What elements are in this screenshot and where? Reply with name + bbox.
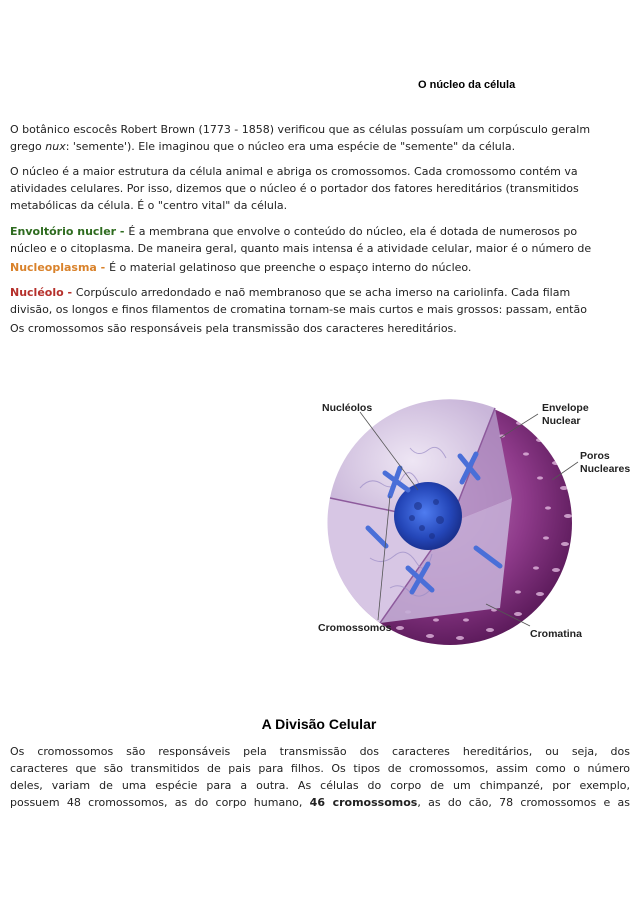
text-line: Os cromossomos são responsáveis pela transmissão dos caracteres hereditários, ou seja, dos: [10, 745, 630, 758]
label-cromossomos: Cromossomos: [318, 622, 392, 634]
term-nucleoplasma: Nucleoplasma -: [10, 261, 110, 274]
label-nucleolos: Nucléolos: [322, 402, 373, 414]
page-title: O núcleo da célula: [418, 79, 516, 91]
text-line: metabólicas da célula. É o "centro vital" da célula.: [10, 199, 288, 212]
text-span: É a membrana que envolve o conteúdo do núcleo, ela é dotada de numerosos po: [128, 225, 578, 238]
text-span: , as do cão, 78 cromossomos e as: [417, 796, 631, 809]
label-envelope: [542, 402, 589, 428]
section-title: A Divisão Celular: [261, 716, 377, 732]
text-line: caracteres que são transmitidos de pais para filhos. Os tipos de cromossomos, assim como o número: [10, 762, 630, 775]
text-line: [10, 259, 638, 276]
label-envelope-line2: Nuclear: [542, 415, 581, 427]
text-line: divisão, os longos e finos filamentos de cromatina tornam-se mais curtos e mais grossos: passam, então: [10, 303, 587, 316]
italic-term: nux: [45, 140, 66, 153]
paragraph-nucleoplasm: [10, 259, 638, 276]
paragraph-brown: [10, 121, 638, 155]
text-line: Os cromossomos são responsáveis pela transmissão dos caracteres hereditários.: [10, 322, 457, 335]
nucleus-figure: [290, 378, 638, 660]
label-cromatina: Cromatina: [530, 628, 582, 640]
text-line: O botânico escocês Robert Brown (1773 - 1858) verificou que as células possuíam um corpúsculo geralm: [10, 123, 591, 136]
paragraph-envelope: [10, 223, 638, 257]
text-line: atividades celulares. Por isso, dizemos que o núcleo é o portador dos fatores hereditários (transmitidos: [10, 182, 579, 195]
text-span: grego: [10, 140, 46, 153]
label-poros-line2: Nucleares: [580, 463, 631, 475]
text-line: deles, variam de uma espécie para a outra. As células do corpo de um chimpanzé, por exemplo,: [10, 779, 630, 792]
label-poros: [580, 450, 630, 476]
text-span: : 'semente'). Ele imaginou que o núcleo era uma espécie de "semente" da célula.: [65, 140, 516, 153]
bold-term: 46 cromossomos: [309, 796, 418, 809]
label-envelope-line1: Envelope: [542, 402, 589, 414]
text-line: núcleo e o citoplasma. De maneira geral, quanto mais intensa é a atividade celular, maior é o número de: [10, 242, 592, 255]
text-line: [10, 284, 638, 301]
label-poros-line1: Poros: [580, 450, 610, 462]
text-span: É o material gelatinoso que preenche o espaço interno do núcleo.: [109, 261, 472, 274]
term-nucleolo: Nucléolo -: [10, 286, 76, 299]
text-line: [10, 223, 638, 240]
nucleolus-shape: [394, 482, 462, 550]
paragraph-nucleolus: [10, 284, 638, 318]
paragraph-division: [10, 743, 630, 811]
text-line: [10, 794, 630, 811]
text-line: O núcleo é a maior estrutura da célula animal e abriga os cromossomos. Cada cromossomo contém va: [10, 165, 578, 178]
text-line: [10, 138, 638, 155]
text-span: possuem 48 cromossomos, as do corpo humano,: [10, 796, 310, 809]
term-envoltorio: Envoltório nucler -: [10, 225, 129, 238]
text-span: Corpúsculo arredondado e naõ membranoso que se acha imerso na cariolinfa. Cada filam: [75, 286, 571, 299]
paragraph-chromosomes: [10, 320, 638, 337]
paragraph-nucleus: [10, 163, 638, 214]
